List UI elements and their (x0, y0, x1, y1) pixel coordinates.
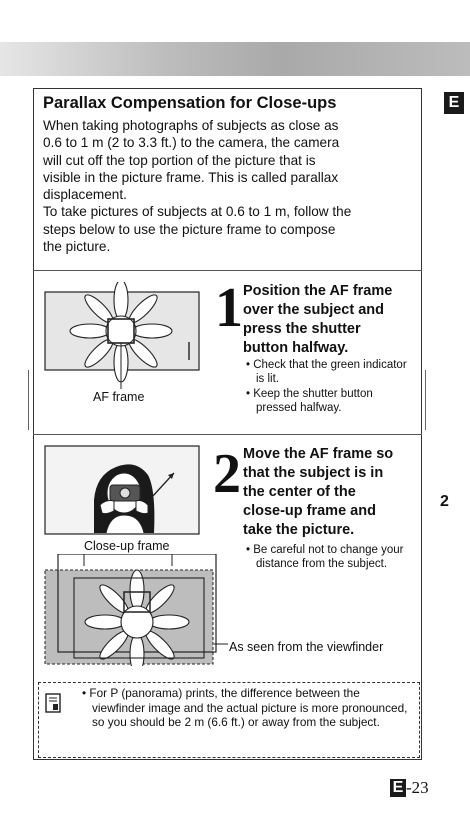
step-bullets (246, 358, 416, 416)
af-frame-illustration (44, 282, 204, 392)
intro-line: To take pictures of subjects at 0.6 to 1 m, follow the (43, 204, 352, 220)
bullet-item: • Keep the shutter button pressed halfway. (246, 388, 373, 414)
page-prefix: E (390, 779, 406, 797)
step-bullets (246, 543, 416, 572)
chapter-marker: 2 (440, 493, 449, 510)
intro-line: visible in the picture frame. This is called parallax (43, 169, 339, 185)
bullet-item: • Check that the green indicator is lit. (246, 359, 407, 385)
margin-line (425, 370, 426, 430)
divider (33, 434, 422, 435)
step-heading-line: close-up frame and (243, 503, 376, 519)
intro-line: will cut off the top portion of the picture that is (43, 152, 316, 168)
intro-line: displacement. (43, 187, 127, 203)
intro-line: 0.6 to 1 m (2 to 3.3 ft.) to the camera, the camera (43, 135, 340, 151)
step-heading-line: press the shutter (243, 321, 361, 337)
step-heading-line: take the picture. (243, 522, 355, 538)
page-number (390, 779, 429, 797)
header-band (0, 42, 470, 76)
divider (33, 270, 422, 271)
language-tab: E (444, 92, 464, 114)
step-number: 1 (215, 277, 243, 339)
intro-line: When taking photographs of subjects as close as (43, 118, 339, 133)
photographer-illustration (44, 445, 204, 537)
viewfinder-caption: As seen from the viewfinder (229, 640, 384, 654)
step-heading-line: button halfway. (243, 340, 349, 356)
step-heading-line: over the subject and (243, 302, 385, 318)
note-text (82, 686, 416, 730)
step-heading-line: Move the AF frame so (243, 446, 394, 462)
intro-line: steps below to use the picture frame to compose (43, 221, 336, 237)
bullet-item: • Be careful not to change your distance from the subject. (246, 544, 404, 570)
step-heading (243, 445, 418, 540)
margin-line (28, 370, 29, 430)
step-heading (243, 282, 418, 358)
step-heading-line: the center of the (243, 484, 356, 500)
close-up-frame-caption: Close-up frame (84, 539, 170, 553)
viewfinder-illustration (44, 554, 229, 666)
intro-text (43, 117, 417, 255)
note-icon (45, 693, 63, 713)
step-heading-line: that the subject is in (243, 465, 384, 481)
step-heading-line: Position the AF frame (243, 283, 393, 299)
note-bullet: • For P (panorama) prints, the difference between the viewfinder image and the actual picture is more pronounced, so you should be 2 m (6.6 ft.) or away from the subject. (82, 686, 408, 730)
section-title: Parallax Compensation for Close-ups (43, 94, 337, 112)
step-number: 2 (213, 443, 241, 505)
af-frame-caption: AF frame (93, 390, 145, 404)
page-number-value: -23 (406, 778, 429, 797)
intro-line: the picture. (43, 239, 111, 255)
